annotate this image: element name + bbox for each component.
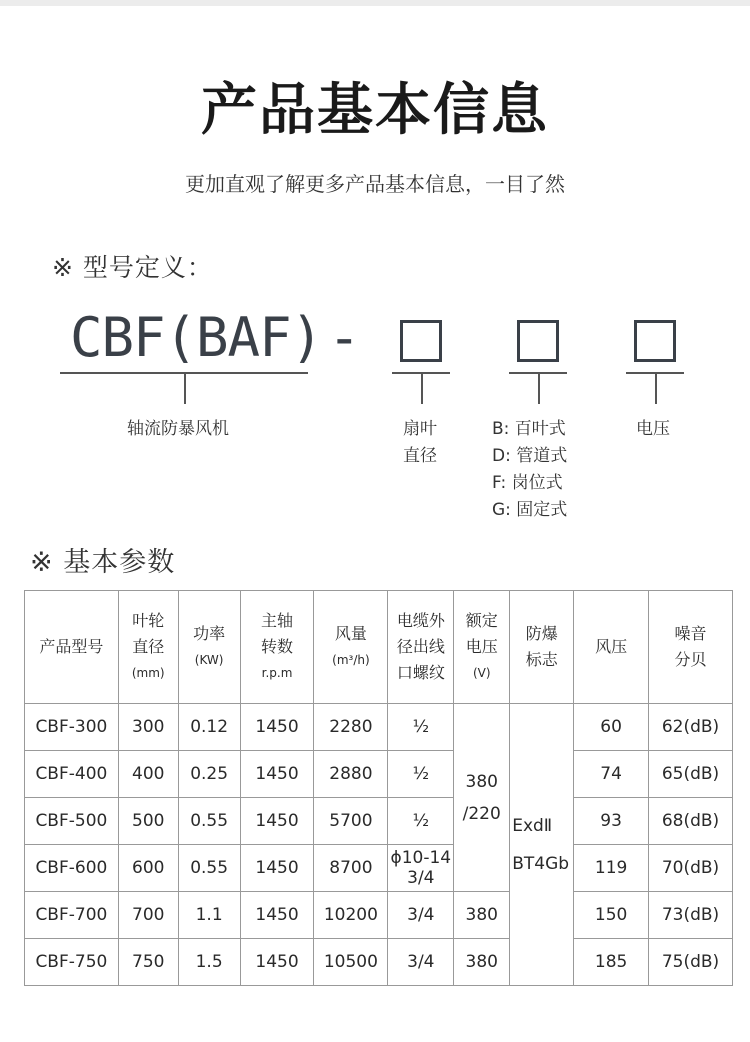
cell-noise: 73(dB)	[649, 892, 733, 939]
cell-cable: ½	[388, 704, 454, 751]
cell-power: 1.5	[178, 939, 240, 986]
box1-label: 扇叶 直径	[403, 419, 437, 466]
cell-cable: ½	[388, 798, 454, 845]
cell-diameter: 700	[118, 892, 178, 939]
box1-leader	[421, 372, 423, 404]
cell-power: 0.55	[178, 798, 240, 845]
cell-speed: 1450	[240, 939, 314, 986]
voltage-box	[634, 320, 676, 362]
cell-pressure: 93	[574, 798, 649, 845]
cell-cable: ϕ10-14 3/4	[388, 845, 454, 892]
cell-diameter: 750	[118, 939, 178, 986]
cell-voltage: 380	[454, 939, 510, 986]
cell-model: CBF-700	[25, 892, 119, 939]
cell-speed: 1450	[240, 704, 314, 751]
prefix-leader	[184, 372, 186, 404]
page-title: 产品基本信息	[201, 78, 549, 143]
top-strip	[0, 0, 750, 6]
model-prefix: CBF(BAF)	[70, 306, 323, 369]
mount-type-box	[517, 320, 559, 362]
box2-leader	[538, 372, 540, 404]
cell-voltage-merged: 380 /220	[454, 704, 510, 892]
header-power: 功率 (KW)	[178, 591, 240, 704]
table-header-row	[25, 591, 733, 704]
cell-diameter: 400	[118, 751, 178, 798]
table-row	[25, 845, 733, 892]
cell-noise: 62(dB)	[649, 704, 733, 751]
cell-pressure: 150	[574, 892, 649, 939]
cell-power: 0.25	[178, 751, 240, 798]
header-noise: 噪音 分贝	[649, 591, 733, 704]
header-airflow: 风量 (m³/h)	[314, 591, 388, 704]
table-row	[25, 892, 733, 939]
cell-airflow: 2280	[314, 704, 388, 751]
spec-table	[24, 590, 733, 986]
cell-explosion-merged: ExdⅡ BT4Gb	[510, 704, 574, 986]
box3-label: 电压	[636, 419, 670, 439]
cell-model: CBF-500	[25, 798, 119, 845]
page-subtitle: 更加直观了解更多产品基本信息，一目了然	[185, 172, 565, 196]
cell-speed: 1450	[240, 845, 314, 892]
cell-airflow: 2880	[314, 751, 388, 798]
cell-pressure: 74	[574, 751, 649, 798]
header-model: 产品型号	[25, 591, 119, 704]
cell-speed: 1450	[240, 798, 314, 845]
cell-noise: 65(dB)	[649, 751, 733, 798]
header-speed: 主轴 转数 r.p.m	[240, 591, 314, 704]
table-row	[25, 939, 733, 986]
basic-params-heading: ※ 基本参数	[30, 547, 176, 578]
cell-noise: 75(dB)	[649, 939, 733, 986]
cell-pressure: 60	[574, 704, 649, 751]
cell-pressure: 185	[574, 939, 649, 986]
cell-airflow: 5700	[314, 798, 388, 845]
cell-cable: 3/4	[388, 892, 454, 939]
prefix-label: 轴流防暴风机	[127, 419, 229, 439]
header-cable: 电缆外 径出线 口螺纹	[388, 591, 454, 704]
header-explosion: 防爆 标志	[510, 591, 574, 704]
cell-noise: 68(dB)	[649, 798, 733, 845]
model-dash: -	[328, 306, 361, 369]
cell-airflow: 10500	[314, 939, 388, 986]
table-row	[25, 798, 733, 845]
cell-cable: 3/4	[388, 939, 454, 986]
cell-power: 0.12	[178, 704, 240, 751]
cell-model: CBF-400	[25, 751, 119, 798]
box2-label: B: 百叶式 D: 管道式 F: 岗位式 G: 固定式	[492, 419, 568, 520]
cell-model: CBF-300	[25, 704, 119, 751]
cell-voltage: 380	[454, 892, 510, 939]
cell-cable: ½	[388, 751, 454, 798]
blade-diameter-box	[400, 320, 442, 362]
model-definition-heading: ※ 型号定义：	[52, 253, 213, 282]
cell-model: CBF-600	[25, 845, 119, 892]
box3-leader	[655, 372, 657, 404]
table-row	[25, 704, 733, 751]
header-pressure: 风压	[574, 591, 649, 704]
cell-power: 0.55	[178, 845, 240, 892]
cell-noise: 70(dB)	[649, 845, 733, 892]
cell-speed: 1450	[240, 892, 314, 939]
cell-diameter: 600	[118, 845, 178, 892]
cell-power: 1.1	[178, 892, 240, 939]
cell-airflow: 10200	[314, 892, 388, 939]
cell-diameter: 500	[118, 798, 178, 845]
cell-speed: 1450	[240, 751, 314, 798]
cell-pressure: 119	[574, 845, 649, 892]
header-diameter: 叶轮 直径 (mm)	[118, 591, 178, 704]
header-voltage: 额定 电压 (V)	[454, 591, 510, 704]
cell-model: CBF-750	[25, 939, 119, 986]
cell-diameter: 300	[118, 704, 178, 751]
table-row	[25, 751, 733, 798]
cell-airflow: 8700	[314, 845, 388, 892]
